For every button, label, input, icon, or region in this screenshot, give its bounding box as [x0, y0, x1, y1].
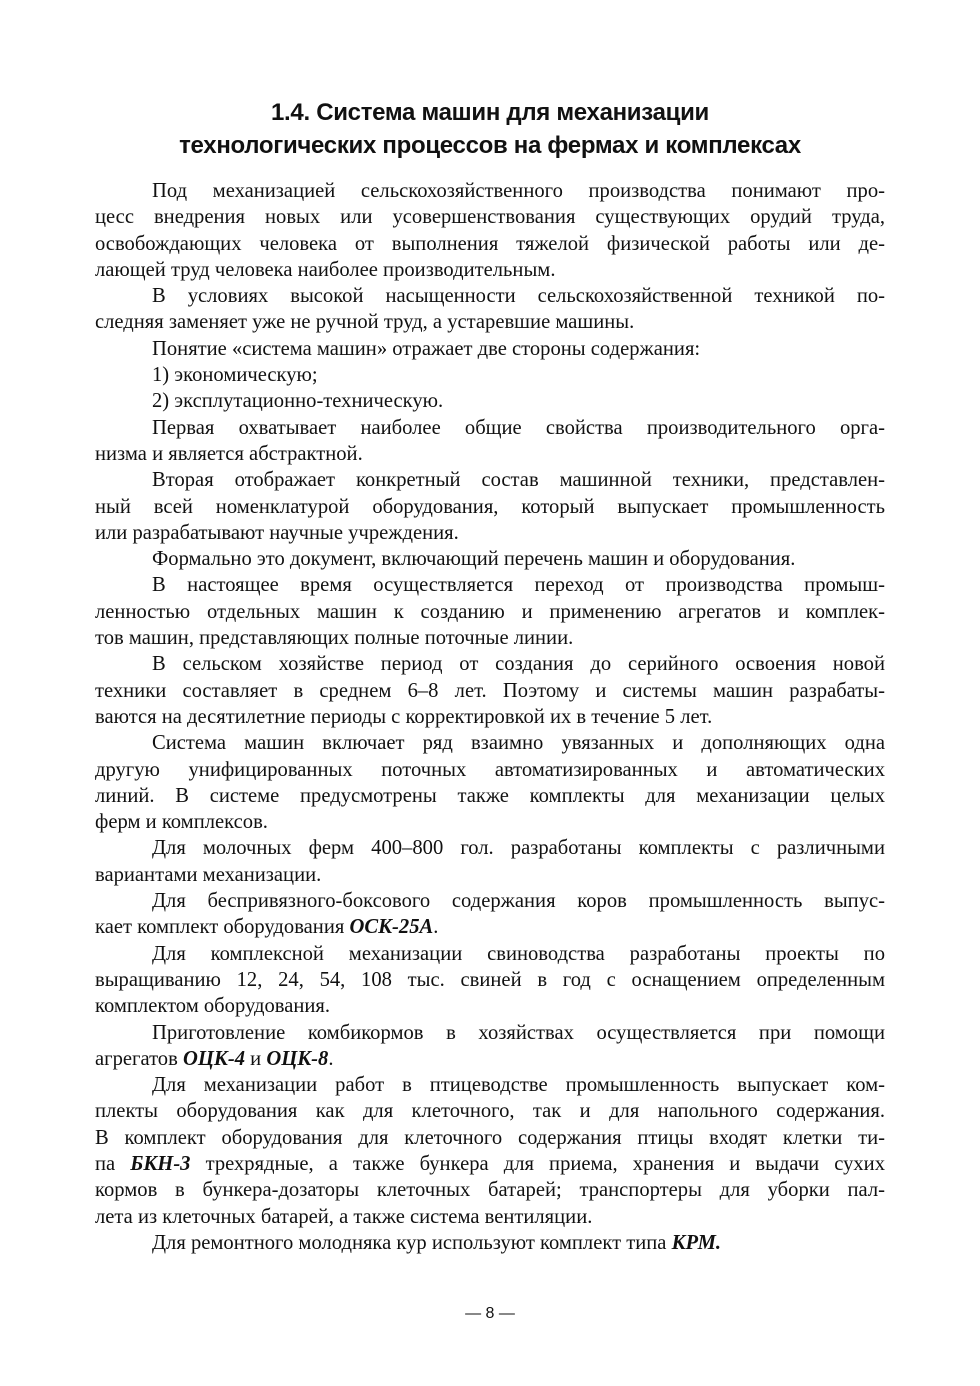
text-line: Для беспривязного-боксового содержания коров промышленность выпус-: [152, 890, 885, 913]
text-fragment: Для ремонтного молодняка кур используют комплект типа: [152, 1231, 672, 1254]
text-line: В комплект оборудования для клеточного содержания птицы входят клетки ти-: [95, 1126, 885, 1149]
title-line-2: технологических процессов на фермах и комплексах: [179, 132, 801, 159]
text-line: Для механизации работ в птицеводстве промышленность выпускает ком-: [152, 1074, 885, 1097]
text-line: вариантами механизации.: [95, 863, 322, 886]
equipment-model-ock4: ОЦК-4: [182, 1047, 245, 1070]
text-line: Вторая отображает конкретный состав машинной техники, представлен-: [152, 469, 885, 492]
page-number: — 8 —: [465, 1305, 515, 1322]
text-line: Формально это документ, включающий перечень машин и оборудования.: [152, 548, 796, 571]
text-line: В сельском хозяйстве период от создания до серийного освоения новой: [152, 653, 885, 676]
text-fragment: .: [328, 1047, 334, 1070]
text-line: ленностью отдельных машин к созданию и применению агрегатов и комплек-: [95, 600, 885, 623]
text-line: [95, 1046, 885, 1072]
text-line: ферм и комплексов.: [95, 811, 268, 834]
text-line: ный всей номенклатурой оборудования, который выпускает промышленность: [95, 495, 885, 518]
section-title: [95, 96, 885, 162]
text-line: Для комплексной механизации свиноводства разработаны проекты по: [152, 942, 885, 965]
text-fragment: .: [433, 916, 439, 939]
text-line: низма и является абстрактной.: [95, 442, 363, 465]
text-line: [95, 1230, 885, 1256]
text-line: другую унифицированных поточных автоматизированных и автоматических: [95, 758, 885, 781]
text-line: тов машин, представляющих полные поточные линии.: [95, 627, 574, 650]
equipment-model-krm: КРМ.: [671, 1231, 722, 1254]
text-line: В условиях высокой насыщенности сельскохозяйственной техникой по-: [152, 285, 885, 308]
text-line: Понятие «система машин» отражает две стороны содержания:: [152, 337, 701, 360]
text-line: [95, 914, 885, 940]
text-line: линий. В системе предусмотрены также комплекты для механизации целых: [95, 784, 885, 807]
text-line: лающей труд человека наиболее производительным.: [95, 258, 556, 281]
text-fragment: трехрядные, а также бункера для приема, хранения и выдачи сухих: [190, 1152, 885, 1175]
text-line: плекты оборудования как для клеточного, так и для напольного содержания.: [95, 1100, 885, 1123]
text-line: ваются на десятилетние периоды с корректировкой их в течение 5 лет.: [95, 705, 713, 728]
text-line: лета из клеточных батарей, а также система вентиляции.: [95, 1205, 593, 1228]
text-fragment: и: [245, 1047, 267, 1070]
text-line: цесс внедрения новых или усовершенствования существующих орудий труда,: [95, 206, 885, 229]
text-line: Для молочных ферм 400–800 гол. разработаны комплекты с различными: [152, 837, 885, 860]
text-line: следняя заменяет уже не ручной труд, а устаревшие машины.: [95, 311, 635, 334]
body-text: [95, 178, 885, 1256]
text-fragment: па: [95, 1152, 131, 1175]
equipment-model-ock8: ОЦК-8: [266, 1047, 329, 1070]
text-fragment: агрегатов: [95, 1047, 183, 1070]
text-fragment: кает комплект оборудования: [95, 916, 350, 939]
text-line: Система машин включает ряд взаимно увязанных и дополняющих одна: [152, 732, 885, 755]
text-line: или разрабатывают научные учреждения.: [95, 521, 459, 544]
text-line: техники составляет в среднем 6–8 лет. Поэтому и системы машин разрабаты-: [95, 679, 885, 702]
text-line: Под механизацией сельскохозяйственного производства понимают про-: [152, 180, 885, 202]
text-line: освобождающих человека от выполнения тяжелой физической работы или де-: [95, 232, 885, 255]
text-line: [95, 1151, 885, 1177]
text-line: Первая охватывает наиболее общие свойства производительного орга-: [152, 416, 885, 439]
list-item: 2) эксплутационно-техническую.: [152, 390, 444, 413]
equipment-model-osk: ОСК-25А: [349, 916, 434, 939]
text-line: выращиванию 12, 24, 54, 108 тыс. свиней в год с оснащением определенным: [95, 968, 885, 991]
text-line: Приготовление комбикормов в хозяйствах осуществляется при помощи: [152, 1021, 885, 1044]
text-line: кормов в бункера-дозаторы клеточных батарей; транспортеры для уборки пал-: [95, 1179, 885, 1202]
text-line: В настоящее время осуществляется переход от производства промыш-: [152, 574, 885, 597]
title-line-1: 1.4. Система машин для механизации: [271, 99, 709, 126]
text-line: комплектом оборудования.: [95, 995, 331, 1018]
list-item: 1) экономическую;: [152, 364, 318, 387]
equipment-model-bkn: БКН-3: [130, 1152, 191, 1175]
